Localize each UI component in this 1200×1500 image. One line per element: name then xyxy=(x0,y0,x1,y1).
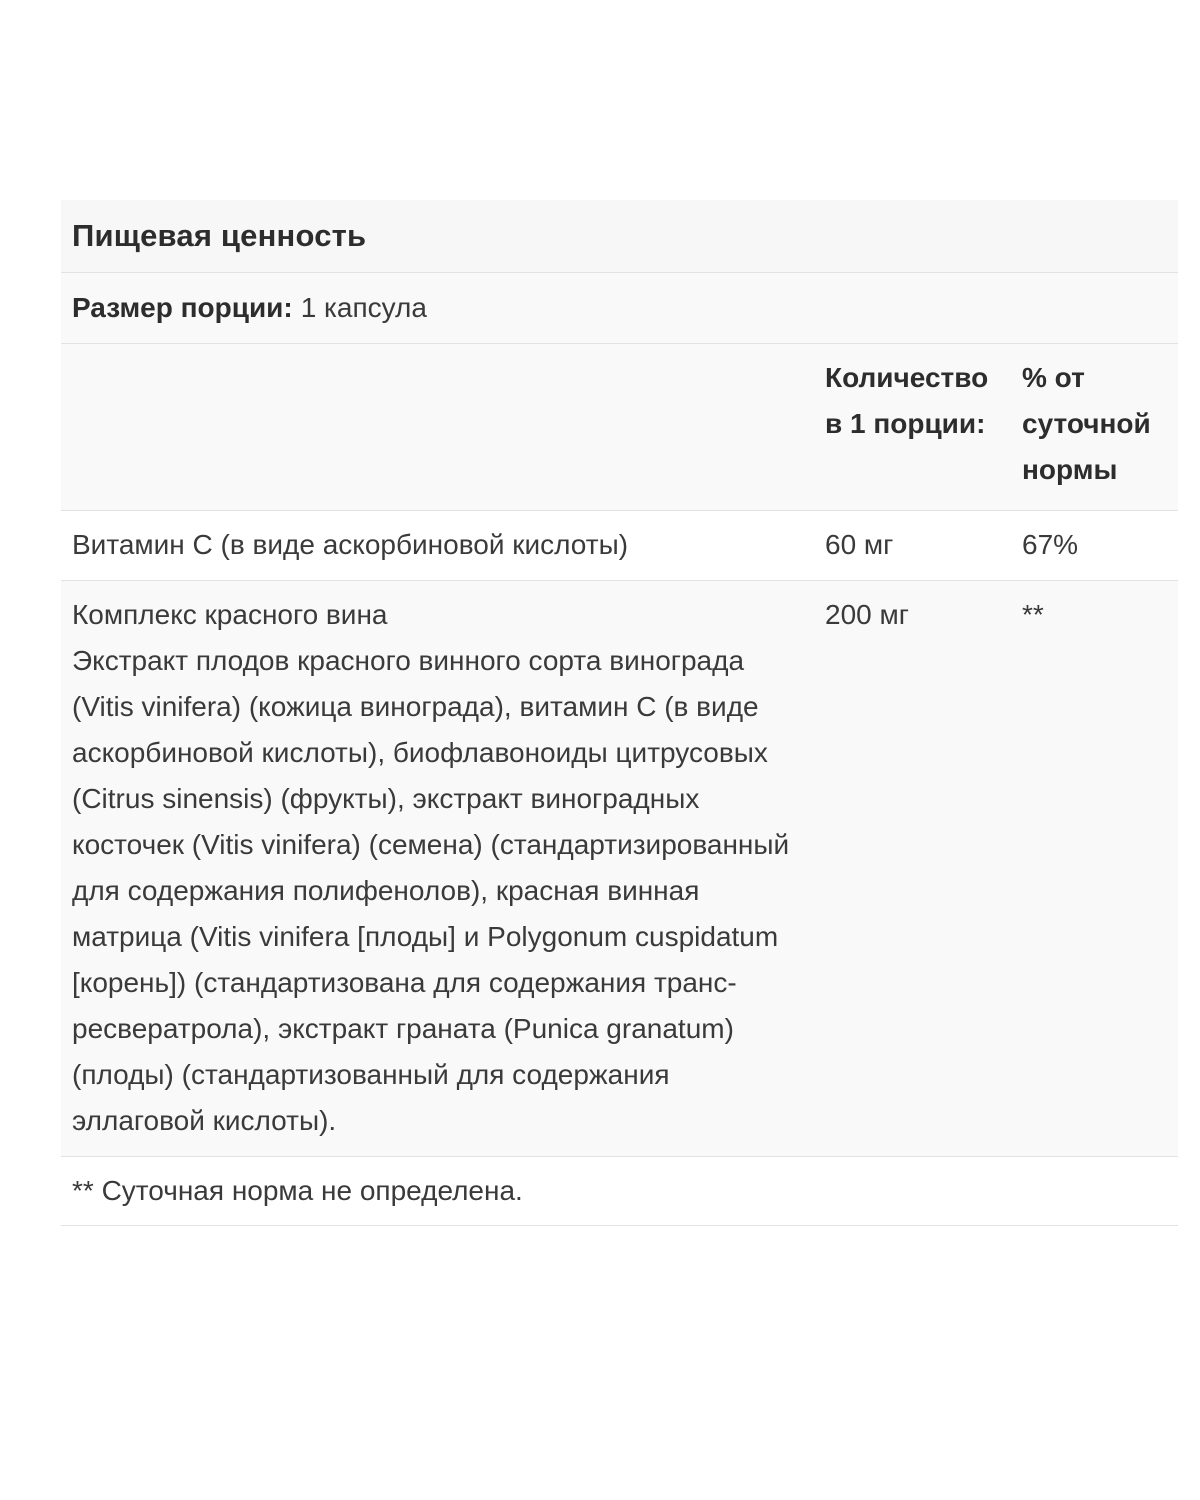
ingredient-description: Экстракт плодов красного винного сорта винограда (Vitis vinifera) (кожица винограда), витамин С (в виде аскорбиновой кислоты), биофлавоноиды цитрусовых (Citrus sinensis) (фрукты), экстракт виноградных косточек (Vitis vinifera) (семена) (стандартизированный для содержания полифенолов), красная винная матрица (Vitis vinifera [плоды] и Polygonum cuspidatum [корень]) (стандартизована для содержания транс-ресвератрола), экстракт граната (Punica granatum) (плоды) (стандартизованный для содержания эллаговой кислоты). xyxy=(72,645,790,1136)
panel-title: Пищевая ценность xyxy=(72,218,367,253)
ingredient-cell xyxy=(61,581,813,1157)
daily-value-cell: 67% xyxy=(1012,511,1178,581)
serving-size-value: 1 капсула xyxy=(300,292,427,323)
amount-column-header: Количество в 1 порции: xyxy=(813,344,1012,511)
serving-size-row xyxy=(61,273,1178,344)
table-row xyxy=(61,581,1178,1157)
nutrition-facts-panel xyxy=(61,200,1178,1226)
amount-cell: 200 мг xyxy=(813,581,1012,1157)
table-header-row xyxy=(61,344,1178,511)
footnote-text: ** Суточная норма не определена. xyxy=(72,1175,523,1206)
amount-cell: 60 мг xyxy=(813,511,1012,581)
panel-header xyxy=(61,200,1178,273)
daily-value-column-header: % от суточной нормы xyxy=(1012,344,1178,511)
footnote-row xyxy=(61,1157,1178,1226)
nutrition-table xyxy=(61,344,1178,1157)
ingredient-column-header xyxy=(61,344,813,511)
serving-size-label: Размер порции: xyxy=(72,292,293,323)
ingredient-name: Комплекс красного вина xyxy=(72,599,388,630)
ingredient-name: Витамин С (в виде аскорбиновой кислоты) xyxy=(72,529,629,560)
ingredient-cell xyxy=(61,511,813,581)
daily-value-cell: ** xyxy=(1012,581,1178,1157)
table-row xyxy=(61,511,1178,581)
